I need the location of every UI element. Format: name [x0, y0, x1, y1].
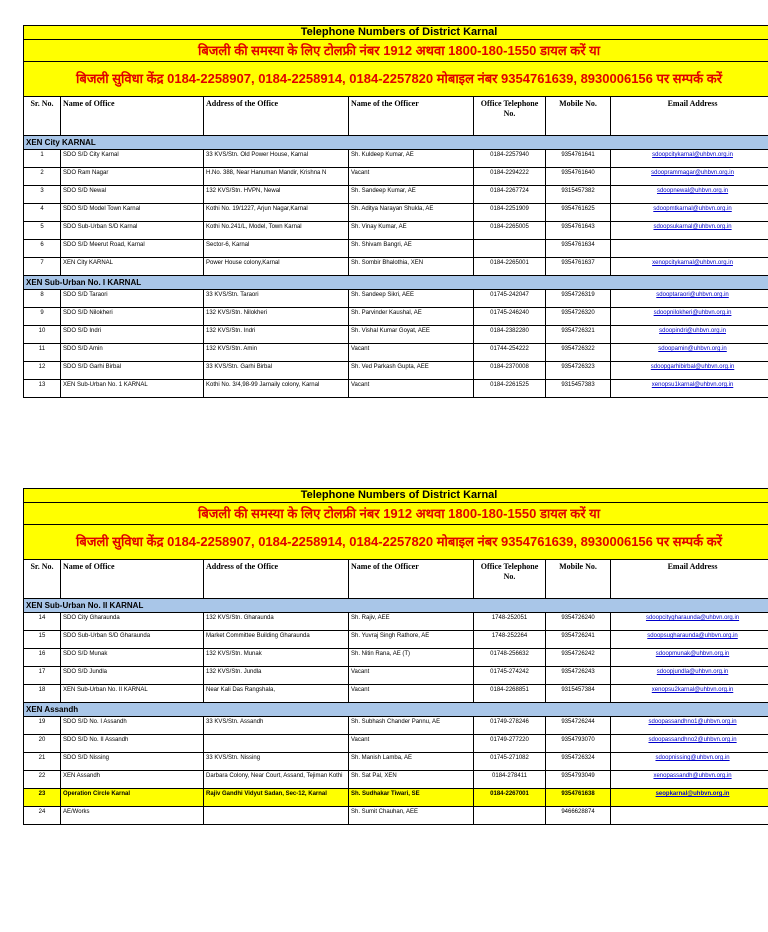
office-name-cell: Operation Circle Karnal [61, 789, 204, 807]
mobile-number-cell: 9354726240 [546, 613, 611, 631]
office-address-cell: Near Kali Das Rangshala, [204, 685, 349, 703]
mobile-number-cell: 9354726244 [546, 717, 611, 735]
mobile-number-cell: 9354761638 [546, 789, 611, 807]
sr-no-cell: 18 [24, 685, 61, 703]
office-address-cell: 33 KVS/Stn. Assandh [204, 717, 349, 735]
table-row [24, 649, 768, 667]
header-row [24, 97, 768, 136]
office-name-cell: SDO S/D City Karnal [61, 150, 204, 168]
email-link[interactable]: sdoopmtkarnal@uhbvn.org.in [611, 204, 768, 222]
sr-no-cell: 8 [24, 290, 61, 308]
email-link [611, 240, 768, 258]
column-header: Sr. No. [24, 97, 61, 136]
officer-name-cell: Sh. Sandeep Sikri, AEE [349, 290, 474, 308]
officer-name-cell: Sh. Vishal Kumar Goyat, AEE [349, 326, 474, 344]
sr-no-cell: 24 [24, 807, 61, 825]
officer-name-cell: Sh. Yuvraj Singh Rathore, AE [349, 631, 474, 649]
email-link[interactable]: seopkarnal@uhbvn.org.in [611, 789, 768, 807]
officer-name-cell: Sh. Vinay Kumar, AE [349, 222, 474, 240]
email-link[interactable]: sdoopcitygharaunda@uhbvn.org.in [611, 613, 768, 631]
office-telephone-cell: 01748-256632 [474, 649, 546, 667]
office-name-cell: SDO S/D Nilokheri [61, 308, 204, 326]
office-telephone-cell: 0184-2267724 [474, 186, 546, 204]
office-name-cell: SDO S/D Indri [61, 326, 204, 344]
office-telephone-cell: 0184-2257940 [474, 150, 546, 168]
column-header: Sr. No. [24, 560, 61, 599]
sr-no-cell: 20 [24, 735, 61, 753]
table-row [24, 380, 768, 398]
table-row [24, 344, 768, 362]
officer-name-cell: Sh. Kuldeep Kumar, AE [349, 150, 474, 168]
table-row [24, 685, 768, 703]
email-link[interactable]: sdoopnissing@uhbvn.org.in [611, 753, 768, 771]
office-name-cell: SDO S/D No. I Assandh [61, 717, 204, 735]
email-link[interactable]: sdoopgarhibirbal@uhbvn.org.in [611, 362, 768, 380]
table-row [24, 150, 768, 168]
sr-no-cell: 2 [24, 168, 61, 186]
column-header: Mobile No. [546, 97, 611, 136]
mobile-number-cell: 9466628874 [546, 807, 611, 825]
office-name-cell: SDO S/D Newal [61, 186, 204, 204]
column-header: Address of the Office [204, 97, 349, 136]
helpline-notice: बिजली की समस्या के लिए टोलफ्री नंबर 1912 अथवा 1800-180-1550 डायल करें या [24, 503, 768, 525]
office-name-cell: SDO Sub-Urban S/D Karnal [61, 222, 204, 240]
table-row [24, 667, 768, 685]
email-link [611, 807, 768, 825]
office-address-cell: 33 KVS/Stn. Nissing [204, 753, 349, 771]
office-name-cell: SDO S/D Garhi Birbal [61, 362, 204, 380]
office-address-cell: 132 KVS/Stn. Jundla [204, 667, 349, 685]
sr-no-cell: 11 [24, 344, 61, 362]
sr-no-cell: 22 [24, 771, 61, 789]
office-name-cell: SDO Sub-Urban S/D Gharaunda [61, 631, 204, 649]
table-row [24, 753, 768, 771]
table-row [24, 771, 768, 789]
column-header: Name of Office [61, 560, 204, 599]
officer-name-cell: Vacant [349, 344, 474, 362]
sr-no-cell: 21 [24, 753, 61, 771]
sheet-title: Telephone Numbers of District Karnal [24, 26, 768, 40]
mobile-number-cell: 9315457384 [546, 685, 611, 703]
mobile-number-cell: 9315457382 [546, 186, 611, 204]
office-telephone-cell: 01745-246240 [474, 308, 546, 326]
helpline-contacts: बिजली सुविधा केंद्र 0184-2258907, 0184-2258914, 0184-2257820 मोबाइल नंबर 9354761639, 8930006156 पर सम्पर्क करें [24, 62, 768, 97]
mobile-number-cell: 9354793049 [546, 771, 611, 789]
office-address-cell: 132 KVS/Stn. Gharaunda [204, 613, 349, 631]
mobile-number-cell: 9354726241 [546, 631, 611, 649]
table-row [24, 326, 768, 344]
mobile-number-cell: 9354761641 [546, 150, 611, 168]
office-address-cell: 33 KVS/Stn. Taraori [204, 290, 349, 308]
table-row [24, 204, 768, 222]
group-heading: XEN Assandh [24, 703, 768, 717]
helpline-contacts: बिजली सुविधा केंद्र 0184-2258907, 0184-2258914, 0184-2257820 मोबाइल नंबर 9354761639, 8930006156 पर सम्पर्क करें [24, 525, 768, 560]
group-heading: XEN Sub-Urban No. I KARNAL [24, 276, 768, 290]
mobile-number-cell: 9315457383 [546, 380, 611, 398]
office-name-cell: SDO S/D Model Town Karnal [61, 204, 204, 222]
office-address-cell: Sector-6, Karnal [204, 240, 349, 258]
office-address-cell: Market Committee Building Gharaunda [204, 631, 349, 649]
office-name-cell: SDO Ram Nagar [61, 168, 204, 186]
office-address-cell: Kothi No. 3/4,98-99 Jarnaily colony, Karnal [204, 380, 349, 398]
office-name-cell: XEN Assandh [61, 771, 204, 789]
email-link[interactable]: sdoopindri@uhbvn.org.in [611, 326, 768, 344]
helpline-notice: बिजली की समस्या के लिए टोलफ्री नंबर 1912 अथवा 1800-180-1550 डायल करें या [24, 40, 768, 62]
office-name-cell: XEN City KARNAL [61, 258, 204, 276]
office-address-cell: 132 KVS/Stn. Amin [204, 344, 349, 362]
mobile-number-cell: 9354761634 [546, 240, 611, 258]
column-header: Email Address [611, 97, 768, 136]
office-telephone-cell: 0184-2294222 [474, 168, 546, 186]
office-telephone-cell: 0184-278411 [474, 771, 546, 789]
email-link[interactable]: sdooprammagar@uhbvn.org.in [611, 168, 768, 186]
office-name-cell: XEN Sub-Urban No. 1 KARNAL [61, 380, 204, 398]
table-row [24, 807, 768, 825]
office-telephone-cell: 01744-254222 [474, 344, 546, 362]
email-link[interactable]: sdoopjundla@uhbvn.org.in [611, 667, 768, 685]
mobile-number-cell: 9354761637 [546, 258, 611, 276]
sr-no-cell: 3 [24, 186, 61, 204]
sr-no-cell: 19 [24, 717, 61, 735]
sheet-title: Telephone Numbers of District Karnal [24, 489, 768, 503]
email-link[interactable]: sdoopassandhno2@uhbvn.org.in [611, 735, 768, 753]
table-row [24, 168, 768, 186]
office-telephone-cell: 0184-2382280 [474, 326, 546, 344]
office-address-cell [204, 735, 349, 753]
sr-no-cell: 12 [24, 362, 61, 380]
officer-name-cell: Sh. Shivam Bangri, AE [349, 240, 474, 258]
office-telephone-cell: 0184-2268851 [474, 685, 546, 703]
officer-name-cell: Sh. Subhash Chander Pannu, AE [349, 717, 474, 735]
email-link[interactable]: sdoopsugharaunda@uhbvn.org.in [611, 631, 768, 649]
office-name-cell: SDO S/D Meerut Road, Karnal [61, 240, 204, 258]
mobile-number-cell: 9354726322 [546, 344, 611, 362]
table-row [24, 186, 768, 204]
table-row [24, 308, 768, 326]
office-address-cell: Power House colony,Karnal [204, 258, 349, 276]
sr-no-cell: 17 [24, 667, 61, 685]
officer-name-cell: Sh. Manish Lamba, AE [349, 753, 474, 771]
email-link[interactable]: sdoopnewal@uhbvn.org.in [611, 186, 768, 204]
email-link[interactable]: sdoopnilokheri@uhbvn.org.in [611, 308, 768, 326]
table-row [24, 631, 768, 649]
contact-sheet-1 [23, 25, 768, 398]
officer-name-cell: Sh. Rajiv, AEE [349, 613, 474, 631]
header-row [24, 560, 768, 599]
office-telephone-cell: 0184-2261525 [474, 380, 546, 398]
contact-table [23, 488, 768, 825]
sr-no-cell: 6 [24, 240, 61, 258]
office-telephone-cell: 01749-278246 [474, 717, 546, 735]
mobile-number-cell: 9354726323 [546, 362, 611, 380]
office-address-cell: 33 KVS/Stn. Old Power House, Karnal [204, 150, 349, 168]
office-name-cell: AE/Works [61, 807, 204, 825]
officer-name-cell: Sh. Sombir Bhalothia, XEN [349, 258, 474, 276]
officer-name-cell: Sh. Sat Pal, XEN [349, 771, 474, 789]
officer-name-cell: Sh. Nitin Rana, AE (T) [349, 649, 474, 667]
contact-sheet-2 [23, 488, 768, 825]
table-row [24, 290, 768, 308]
mobile-number-cell: 9354726242 [546, 649, 611, 667]
office-telephone-cell: 1748-252264 [474, 631, 546, 649]
office-address-cell: 132 KVS/Stn. Nilokheri [204, 308, 349, 326]
office-telephone-cell: 01745-271082 [474, 753, 546, 771]
officer-name-cell: Vacant [349, 735, 474, 753]
email-link[interactable]: sdoopamin@uhbvn.org.in [611, 344, 768, 362]
mobile-number-cell: 9354761640 [546, 168, 611, 186]
sr-no-cell: 14 [24, 613, 61, 631]
officer-name-cell: Sh. Sudhakar Tiwari, SE [349, 789, 474, 807]
office-name-cell: SDO S/D Jundla [61, 667, 204, 685]
column-header: Email Address [611, 560, 768, 599]
sr-no-cell: 23 [24, 789, 61, 807]
sr-no-cell: 13 [24, 380, 61, 398]
mobile-number-cell: 9354726319 [546, 290, 611, 308]
office-name-cell: SDO S/D Munak [61, 649, 204, 667]
office-telephone-cell: 01745-242047 [474, 290, 546, 308]
column-header: Name of the Officer [349, 97, 474, 136]
office-telephone-cell: 0184-2370008 [474, 362, 546, 380]
email-link[interactable]: xenopassandh@uhbvn.org.in [611, 771, 768, 789]
email-link[interactable]: sdoopsukarnal@uhbvn.org.in [611, 222, 768, 240]
office-address-cell: Kothi No.241/L, Model, Town Karnal [204, 222, 349, 240]
mobile-number-cell: 9354761643 [546, 222, 611, 240]
email-link[interactable]: sdoopmunak@uhbvn.org.in [611, 649, 768, 667]
mobile-number-cell: 9354726321 [546, 326, 611, 344]
office-address-cell: H.No. 388, Near Hanuman Mandir, Krishna N [204, 168, 349, 186]
table-row [24, 240, 768, 258]
column-header: Office Telephone No. [474, 560, 546, 599]
office-telephone-cell: 0184-2265001 [474, 258, 546, 276]
table-row [24, 735, 768, 753]
office-name-cell: SDO S/D Nissing [61, 753, 204, 771]
officer-name-cell: Vacant [349, 685, 474, 703]
officer-name-cell: Sh. Sandeep Kumar, AE [349, 186, 474, 204]
mobile-number-cell: 9354726243 [546, 667, 611, 685]
table-row [24, 613, 768, 631]
email-link[interactable]: xenopcitykarnal@uhbvn.org.in [611, 258, 768, 276]
office-telephone-cell: 0184-2251909 [474, 204, 546, 222]
office-address-cell: 132 KVS/Stn. HVPN, Newal [204, 186, 349, 204]
office-address-cell: Darbara Colony, Near Court, Assand, Tejiman Kothi [204, 771, 349, 789]
office-telephone-cell [474, 240, 546, 258]
office-name-cell: SDO S/D Taraori [61, 290, 204, 308]
office-telephone-cell [474, 807, 546, 825]
group-heading: XEN Sub-Urban No. II KARNAL [24, 599, 768, 613]
officer-name-cell: Sh. Aditya Narayan Shukla, AE [349, 204, 474, 222]
officer-name-cell: Vacant [349, 168, 474, 186]
mobile-number-cell: 9354726320 [546, 308, 611, 326]
sr-no-cell: 10 [24, 326, 61, 344]
officer-name-cell: Sh. Sumit Chauhan, AEE [349, 807, 474, 825]
group-heading: XEN City KARNAL [24, 136, 768, 150]
officer-name-cell: Vacant [349, 667, 474, 685]
sr-no-cell: 16 [24, 649, 61, 667]
office-address-cell: Kothi No. 19/1227, Arjun Nagar,Karnal [204, 204, 349, 222]
sr-no-cell: 1 [24, 150, 61, 168]
office-telephone-cell: 0184-2265005 [474, 222, 546, 240]
office-telephone-cell: 0184-2267001 [474, 789, 546, 807]
sr-no-cell: 7 [24, 258, 61, 276]
email-link[interactable]: sdooptaraori@uhbvn.org.in [611, 290, 768, 308]
mobile-number-cell: 9354761625 [546, 204, 611, 222]
office-name-cell: SDO S/D No. II Assandh [61, 735, 204, 753]
office-address-cell: 132 KVS/Stn. Munak [204, 649, 349, 667]
officer-name-cell: Sh. Parvinder Kaushal, AE [349, 308, 474, 326]
email-link[interactable]: xenopsu2karnal@uhbvn.org.in [611, 685, 768, 703]
column-header: Address of the Office [204, 560, 349, 599]
contact-table [23, 25, 768, 398]
office-address-cell: 132 KVS/Stn. Indri [204, 326, 349, 344]
office-address-cell [204, 807, 349, 825]
column-header: Office Telephone No. [474, 97, 546, 136]
table-row [24, 789, 768, 807]
table-row [24, 717, 768, 735]
officer-name-cell: Sh. Ved Parkash Gupta, AEE [349, 362, 474, 380]
office-telephone-cell: 01749-277220 [474, 735, 546, 753]
office-name-cell: SDO City Gharaunda [61, 613, 204, 631]
table-row [24, 258, 768, 276]
sr-no-cell: 9 [24, 308, 61, 326]
office-name-cell: SDO S/D Amin [61, 344, 204, 362]
officer-name-cell: Vacant [349, 380, 474, 398]
column-header: Name of the Officer [349, 560, 474, 599]
office-telephone-cell: 1748-252051 [474, 613, 546, 631]
column-header: Name of Office [61, 97, 204, 136]
mobile-number-cell: 9354726324 [546, 753, 611, 771]
sr-no-cell: 4 [24, 204, 61, 222]
email-link[interactable]: sdoopassandhno1@uhbvn.org.in [611, 717, 768, 735]
column-header: Mobile No. [546, 560, 611, 599]
office-address-cell: 33 KVS/Stn. Garhi Birbal [204, 362, 349, 380]
email-link[interactable]: xenopsu1karnal@uhbvn.org.in [611, 380, 768, 398]
mobile-number-cell: 9354793070 [546, 735, 611, 753]
table-row [24, 222, 768, 240]
office-address-cell: Rajiv Gandhi Vidyut Sadan, Sec-12, Karnal [204, 789, 349, 807]
office-name-cell: XEN Sub-Urban No. II KARNAL [61, 685, 204, 703]
email-link[interactable]: sdoopcitykarnal@uhbvn.org.in [611, 150, 768, 168]
office-telephone-cell: 01745-274242 [474, 667, 546, 685]
sr-no-cell: 5 [24, 222, 61, 240]
table-row [24, 362, 768, 380]
sr-no-cell: 15 [24, 631, 61, 649]
